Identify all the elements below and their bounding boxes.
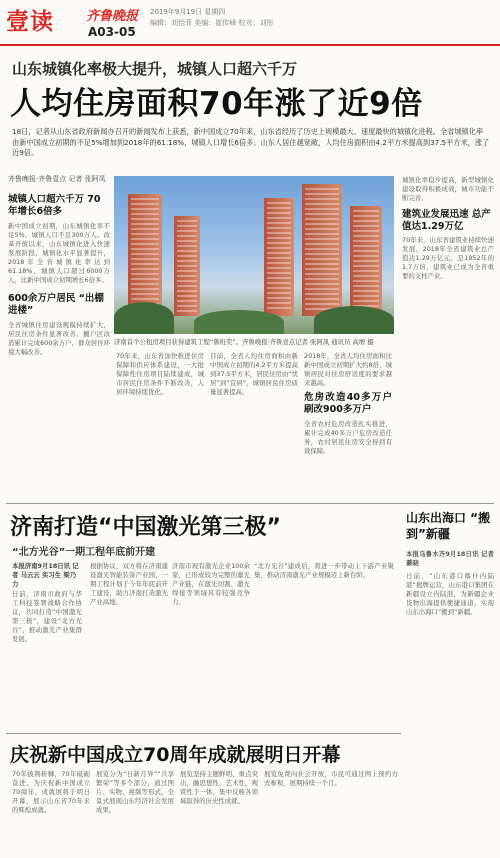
paper-logo: 齐鲁晚报 [86, 9, 139, 24]
issue-date: 2019年9月19日 星期四 [150, 8, 226, 16]
story1-column-a-text: 70年来，山东省加快推进住房保障和供应体系建设，一大批保障性住房项目陆续建成，城市居民住房条件不断改善，人居环境持续优化。 [116, 352, 204, 396]
xinjiang-port-byline: 本报乌鲁木齐9月18日讯 记者 綦晓 [406, 550, 494, 567]
masthead [0, 0, 500, 46]
story1-column-c-text: 2018年，全省人均住房面积比新中国成立初期扩大约8倍，城镇居民对住房舒适度的要求越来越高。 [304, 352, 392, 387]
story1-column-a [116, 352, 204, 397]
story2-subhead: “北方光谷”一期工程年底前开建 [12, 547, 156, 558]
section-divider-2 [6, 733, 401, 734]
page-code: A03-05 [88, 25, 136, 39]
section-name: 壹读 [6, 9, 54, 35]
story2-column-2: 根据协议，双方将在济南建设激光智能装备产业园，一期工程计划于今年年底前开工建设，助力济南打造激光产业高地。 [90, 562, 168, 606]
xinjiang-port-headline: 山东出海口 “搬到”新疆 [406, 511, 491, 541]
story1-lead: 18日，记者从山东省政府新闻办召开的新闻发布上获悉，新中国成立70年来，山东省经历了历史上规模最大、速度最快的城镇化进程。全省城镇化率由新中国成立初期的不足5%增加到2018年的61.18%，城镇人口增长6倍多。山东人居住越宽敞，人均住房面积由4.2平方米提高到37.5平方米，涨了近9倍。 [12, 127, 490, 157]
story3-column-3: 展览坚持主题鲜明、重点突出，融思想性、艺术性、观赏性于一体，集中反映各领域取得的历史性成就。 [180, 770, 258, 805]
story1-right-text-2: 70年来，山东省建筑业持续快速发展，2018年全省建筑业总产值达1.29万亿元，是1952年的1.7万倍，建筑业已成为全省重要的支柱产业。 [402, 236, 494, 280]
editor-credits: 编辑：刘怡菲 美编：崔传峰 校对：刘彤 [150, 19, 274, 27]
story2-column-1: 日前，济南市政府与华工科技签署战略合作协议，共同打造“中国激光第三极”，建设“北方光谷”，推动激光产业集群发展。 [12, 590, 82, 643]
story3-column-4: 展览免费向社会开放，市民可通过网上预约方式参观，展期持续一个月。 [264, 770, 398, 787]
story1-right-text-1: 城镇化率稳步提高，新型城镇化建设取得积极成效，城市功能不断完善。 [402, 176, 494, 202]
story1-subhead-urban-population: 城镇人口超六千万 70年增长6倍多 [8, 194, 101, 217]
story1-column-c [304, 352, 392, 456]
photo-caption: 济南首个公租房项目获得建筑工程“鲁班奖”。齐鲁晚报·齐鲁壹点记者 张阿凤 通讯员 高增 摄 [114, 338, 374, 346]
story1-subhead-renovation: 危房改造40多万户 刷改900多万户 [304, 392, 392, 415]
story1-text-2: 全省城镇住房建设规模持续扩大，居民住房条件显著改善。棚户区改造累计完成600余万户，群众居住环境大幅改善。 [8, 321, 110, 356]
story1-subhead-shanty: 600余万户居民 “出棚进楼” [8, 293, 104, 316]
story2-byline: 本报济南9月18日讯 记者 马云云 实习生 梁乃力 [12, 562, 79, 588]
story1-left-column [8, 174, 110, 357]
section-divider [6, 503, 494, 504]
story2-column-4: “北方光谷”建成后，将进一步带动上下游产业聚集，推动济南激光产业规模迈上新台阶。 [254, 562, 394, 579]
story1-column-d-text: 全省农村危房改造扎实推进，累计完成40多万户危房改造任务，农村居民住房安全得到有效保障。 [304, 420, 392, 455]
story1-headline: 人均住房面积70年涨了近9倍 [10, 86, 423, 122]
story1-subhead-construction: 建筑业发展迅速 总产值达1.29万亿 [402, 209, 491, 232]
story1-byline: 齐鲁晚报·齐鲁壹点 记者 张阿凤 [8, 175, 106, 183]
story1-column-b-text: 目前，全省人均住房面积由新中国成立初期的4.2平方米提高到37.5平方米，居民住房由“忧居”到“宜居”，城镇居民住房质量显著提高。 [210, 352, 298, 396]
story1-kicker: 山东城镇化率极大提升，城镇人口超六千万 [12, 60, 298, 78]
residential-towers-photo [114, 176, 394, 334]
story2-headline: 济南打造“中国激光第三极” [10, 515, 281, 540]
xinjiang-port-story [406, 510, 494, 617]
story1-right-column [402, 176, 494, 281]
story2-column-3: 济南市现有激光企业100余家，已形成较为完整的激光产业链，在激光切割、激光焊接等领域具有较强竞争力。 [172, 562, 250, 606]
story3-column-1: 70年披荆斩棘，70年砥砺奋进。为庆祝新中国成立70周年，成就展将于明日开幕，展示山东省70年来的辉煌成就。 [12, 770, 90, 814]
xinjiang-port-text: 日前，“山东港口喀什内陆港”揭牌运营，山东港口集团在新疆设立内陆港，为新疆企业货物出海提供便捷通道，实现山东出海口“搬到”新疆。 [406, 572, 494, 616]
story1-column-b [210, 352, 298, 397]
story3-column-2: 展览分为“日新月异”“共享繁荣”等多个部分，通过图片、实物、视频等形式，全景式展现山东经济社会发展成果。 [96, 770, 174, 814]
story3-headline: 庆祝新中国成立70周年成就展明日开幕 [10, 744, 341, 766]
story1-text-1: 新中国成立初期，山东城镇化率不足5%，城镇人口不足300万人。改革开放以来，山东城镇化进入快速发展阶段，城镇化水平显著提升，2018年全省城镇化率达到61.18%，城镇人口超过6000万人，比新中国成立初期增长6倍多。 [8, 222, 110, 284]
